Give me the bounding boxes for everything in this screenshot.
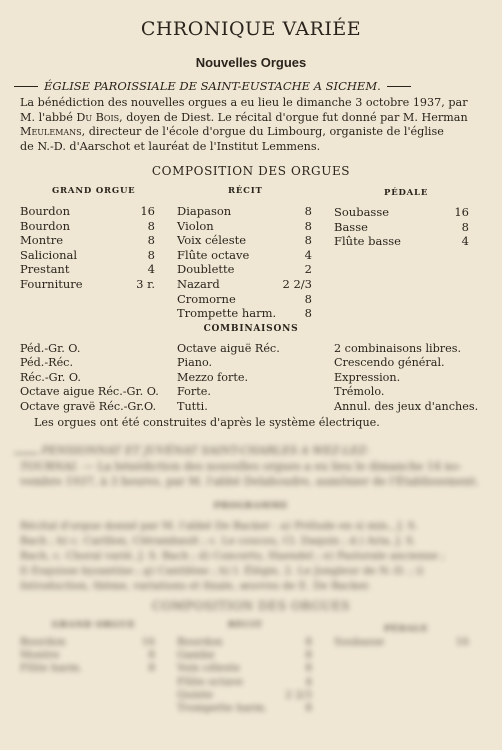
column-head-grand-orgue: GRAND ORGUE: [52, 186, 136, 196]
section2-heading-line1: [14, 444, 370, 457]
combination-item: Expression.: [334, 370, 401, 384]
section2-line2: [20, 460, 462, 473]
stop-name: Doublette: [177, 262, 235, 277]
stop-name: Flûte octave: [177, 675, 244, 688]
stop-size: 4: [305, 675, 312, 688]
prog-line: Introduction, thème, variations et finale, œuvres de E. De Backer.: [20, 580, 371, 592]
stop-size: 8: [305, 649, 312, 662]
stop-size: 8: [147, 218, 155, 233]
section1-paragraph: [20, 96, 488, 154]
column-head-grand-orgue-2: GRAND ORGUE: [52, 620, 136, 630]
prog-line: f) Esquisse byzantine ; g) Cantilène ; h) I. Élégie, 2. Le Jongleur de N.-D. ; i): [20, 565, 424, 577]
stop-size: 8: [148, 649, 155, 662]
stop-name: Soubasse: [334, 636, 385, 648]
combination-item: Tutti.: [177, 399, 208, 413]
combination-item: Annul. des jeux d'anches.: [334, 399, 479, 413]
stop-name: Bourdon: [20, 636, 66, 648]
stop-size: 3 r.: [136, 277, 155, 291]
stop-name: Bourdon: [20, 218, 70, 233]
stop-name: Flûte harm.: [20, 662, 83, 675]
stop-name: Voix céleste: [177, 233, 247, 248]
stop-size: 8: [304, 218, 312, 233]
prog-line: Bach, c. Choral varié, J. S. Bach ; d) Concerto, Haendel ; e) Pastorale ancienne ;: [20, 550, 446, 562]
stop-size: 8: [304, 291, 312, 306]
stop-size: 8: [305, 662, 312, 675]
stop-size: 8: [147, 247, 155, 262]
stop-size: 2 2/3: [282, 277, 312, 291]
column-head-pedale-2: PÉDALE: [384, 624, 429, 634]
stop-size: 16: [140, 204, 155, 218]
stop-size: 4: [147, 262, 155, 277]
combination-item: Octave gravë Réc.-Gr.O.: [20, 399, 157, 413]
page-title: CHRONIQUE VARIÉE: [140, 18, 362, 40]
stop-size: 16: [141, 636, 155, 648]
stop-size: 2 2/3: [285, 688, 312, 701]
stop-name: Diapason: [177, 204, 232, 218]
section2-text: — La bénédiction des nouvelles orgues a eu lieu le dimanche 14 no-: [79, 460, 462, 473]
combination-item: Octave aiguë Réc.: [177, 342, 280, 355]
combination-item: Crescendo général.: [334, 356, 445, 370]
combination-item: Piano.: [177, 356, 213, 370]
section2-line3: vembre 1937, à 3 heures, par M. l'abbé Delahoudre, aumônier de l'Établissement.: [20, 475, 479, 488]
stop-name: Flûte basse: [334, 234, 401, 249]
para-line: de N.-D. d'Aarschot et lauréat de l'Institut Lemmens.: [20, 139, 321, 153]
para-text: , doyen de Diest. Le récital d'orgue fut donné par M. Herman: [119, 110, 468, 124]
section1-heading: [14, 79, 411, 93]
stop-name: Flûte octave: [177, 247, 250, 262]
stop-size: 8: [148, 662, 155, 675]
stop-name: Trompette harm.: [177, 702, 268, 714]
stop-name: Nazard: [177, 277, 220, 291]
column-head-recit-2: RÉCIT: [228, 620, 263, 630]
combination-item: Mezzo forte.: [177, 370, 249, 384]
prog-line: Bach ; b) c. Carillon, Clérambault ; c. Le coucou, Cl. Daquin ; d.) Aria, J. S.: [20, 535, 416, 547]
section2-heading-text: PENSIONNAT ET JUVÉNAT SAINT-CHARLES A WEZ-LEZ-: [41, 444, 370, 457]
stop-size: 8: [304, 233, 312, 248]
section1-heading-text: ÉGLISE PAROISSIALE DE SAINT-EUSTACHE A SICHEM.: [44, 79, 381, 93]
stop-name: Salicional: [20, 247, 78, 262]
combination-item: Réc.-Gr. O.: [20, 370, 81, 384]
stop-size: 2: [304, 262, 312, 277]
prog-line: Récital d'orgue donné par M. l'abbé De Backer : a) Prélude en si min., J. S.: [20, 520, 418, 532]
stop-size: 4: [461, 234, 469, 249]
stop-size: 8: [304, 306, 312, 321]
dash-ornament: [387, 86, 411, 87]
stop-name: Quinte: [177, 688, 213, 701]
dash-ornament: [14, 453, 38, 454]
combination-item: Trémolo.: [334, 385, 385, 399]
person-name: Du Bois: [76, 110, 120, 124]
para-line: [20, 125, 488, 140]
stop-name: Montre: [20, 649, 60, 662]
column-head-pedale: PÉDALE: [384, 188, 429, 198]
combination-item: Forte.: [177, 385, 211, 399]
para-text: , directeur de l'école d'orgue du Limbourg, organiste de l'église: [81, 125, 444, 138]
para-line: La bénédiction des nouvelles orgues a eu lieu le dimanche 3 octobre 1937, par: [20, 96, 468, 109]
combination-item: Octave aigue Réc.-Gr. O.: [20, 385, 159, 399]
stop-size: 8: [305, 636, 312, 648]
para-text: M. l'abbé: [20, 110, 77, 124]
stop-size: 16: [455, 636, 469, 648]
composition-heading: COMPOSITION DES ORGUES: [151, 164, 351, 178]
combinaisons-heading: COMBINAISONS: [203, 324, 299, 334]
stop-size: 8: [305, 702, 312, 714]
stop-size: 8: [304, 204, 312, 218]
stop-name: Violon: [177, 218, 214, 233]
stop-size: 16: [454, 205, 469, 219]
composition-heading-2: COMPOSITION DES ORGUES: [151, 599, 351, 613]
stop-name: Gambe: [177, 649, 215, 662]
stop-name: Prestant: [20, 262, 70, 277]
stop-name: Basse: [334, 219, 368, 234]
stop-name: Bourdon: [20, 204, 70, 218]
stop-size: 8: [461, 219, 469, 234]
combination-item: Péd.-Réc.: [20, 356, 74, 370]
column-head-recit: RÉCIT: [228, 186, 263, 196]
programme-heading: PROGRAMME: [213, 501, 289, 511]
stop-size: 4: [304, 247, 312, 262]
stop-name: Cromorne: [177, 291, 236, 306]
blurred-section: [0, 428, 502, 750]
stop-name: Soubasse: [334, 205, 390, 219]
page-subtitle: Nouvelles Orgues: [195, 55, 307, 70]
stop-name: Bourdon: [177, 636, 223, 648]
stop-size: 8: [147, 233, 155, 248]
stop-name: Montre: [20, 233, 64, 248]
person-name: Meulemans: [20, 125, 82, 138]
para-line: [20, 111, 488, 126]
combination-item: Péd.-Gr. O.: [20, 342, 81, 355]
stop-name: Voix céleste: [177, 662, 241, 675]
section2-heading-cont: TOURNAI.: [20, 460, 80, 473]
closing-line: Les orgues ont été construites d'après le système électrique.: [34, 416, 380, 429]
stop-name: Trompette harm.: [177, 306, 277, 321]
combination-item: 2 combinaisons libres.: [334, 342, 462, 355]
stop-name: Fourniture: [20, 277, 83, 291]
dash-ornament: [14, 86, 38, 87]
